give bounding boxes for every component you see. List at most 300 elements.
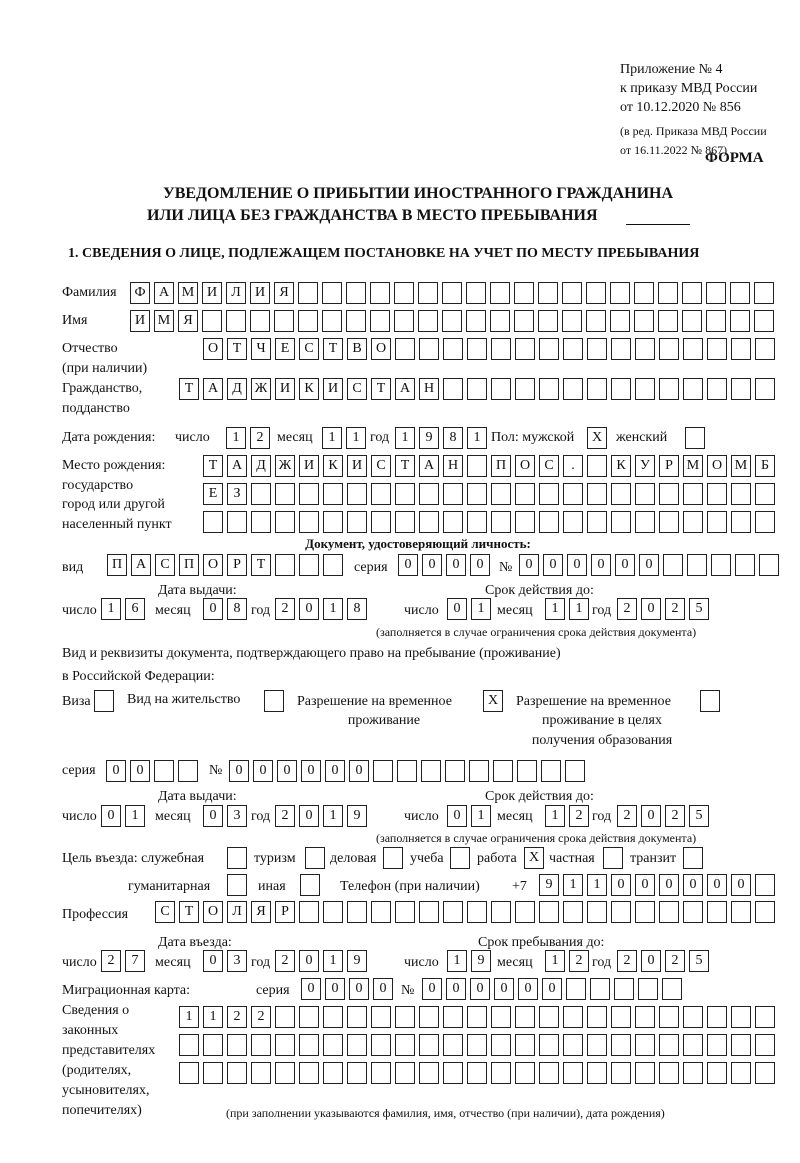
char-cell[interactable] [635,1006,655,1028]
char-cell[interactable] [659,1006,679,1028]
char-cell[interactable] [394,310,414,332]
visa-checkbox[interactable] [94,690,114,712]
char-cell[interactable]: 1 [226,427,246,449]
char-cell[interactable] [755,901,775,923]
char-cell[interactable]: Т [323,338,343,360]
char-cell[interactable] [443,1034,463,1056]
char-cell[interactable] [395,1034,415,1056]
char-cell[interactable] [562,282,582,304]
char-cell[interactable] [346,310,366,332]
char-cell[interactable] [539,511,559,533]
char-cell[interactable] [467,378,487,400]
char-cell[interactable] [469,760,489,782]
char-cell[interactable] [299,554,319,576]
char-cell[interactable]: 2 [101,950,121,972]
char-cell[interactable]: . [563,455,583,477]
char-cell[interactable] [755,1062,775,1084]
char-cell[interactable] [707,483,727,505]
char-cell[interactable] [443,378,463,400]
char-cell[interactable]: 1 [569,598,589,620]
char-cell[interactable] [370,310,390,332]
char-cell[interactable]: 8 [347,598,367,620]
char-cell[interactable] [443,901,463,923]
char-cell[interactable] [755,511,775,533]
char-cell[interactable]: 0 [591,554,611,576]
char-cell[interactable] [178,760,198,782]
char-cell[interactable] [347,1034,367,1056]
char-cell[interactable]: 2 [617,950,637,972]
char-cell[interactable]: 0 [447,598,467,620]
char-cell[interactable] [442,282,462,304]
char-cell[interactable] [491,483,511,505]
char-cell[interactable] [517,760,537,782]
char-cell[interactable]: О [203,338,223,360]
char-cell[interactable]: 0 [203,805,223,827]
char-cell[interactable] [659,1034,679,1056]
char-cell[interactable] [226,310,246,332]
char-cell[interactable] [227,511,247,533]
purpose-official-checkbox[interactable] [227,847,247,869]
char-cell[interactable]: И [202,282,222,304]
char-cell[interactable] [227,1062,247,1084]
char-cell[interactable]: 1 [125,805,145,827]
char-cell[interactable]: Д [227,378,247,400]
char-cell[interactable]: 9 [539,874,559,896]
char-cell[interactable]: О [203,901,223,923]
char-cell[interactable]: 2 [275,950,295,972]
char-cell[interactable] [683,1006,703,1028]
char-cell[interactable] [730,282,750,304]
char-cell[interactable]: 0 [301,978,321,1000]
char-cell[interactable]: С [371,455,391,477]
char-cell[interactable] [373,760,393,782]
char-cell[interactable] [371,511,391,533]
char-cell[interactable]: М [178,282,198,304]
purpose-business-checkbox[interactable] [383,847,403,869]
char-cell[interactable] [634,282,654,304]
char-cell[interactable]: 0 [299,805,319,827]
char-cell[interactable]: О [371,338,391,360]
char-cell[interactable]: Н [443,455,463,477]
char-cell[interactable] [611,1062,631,1084]
char-cell[interactable]: 0 [731,874,751,896]
char-cell[interactable]: 0 [299,598,319,620]
char-cell[interactable]: 0 [277,760,297,782]
char-cell[interactable]: 2 [665,950,685,972]
char-cell[interactable]: 0 [301,760,321,782]
char-cell[interactable] [539,338,559,360]
char-cell[interactable]: 2 [275,598,295,620]
char-cell[interactable] [322,310,342,332]
residence-checkbox[interactable] [264,690,284,712]
char-cell[interactable]: 9 [347,950,367,972]
char-cell[interactable]: М [683,455,703,477]
char-cell[interactable] [467,338,487,360]
char-cell[interactable] [611,1006,631,1028]
char-cell[interactable] [323,1006,343,1028]
char-cell[interactable] [371,1006,391,1028]
char-cell[interactable]: 1 [179,1006,199,1028]
char-cell[interactable] [707,901,727,923]
char-cell[interactable] [299,1034,319,1056]
char-cell[interactable]: 1 [395,427,415,449]
char-cell[interactable]: З [227,483,247,505]
char-cell[interactable]: 2 [665,598,685,620]
char-cell[interactable]: К [299,378,319,400]
char-cell[interactable] [421,760,441,782]
purpose-private-checkbox[interactable] [603,847,623,869]
char-cell[interactable] [683,483,703,505]
char-cell[interactable]: А [227,455,247,477]
char-cell[interactable]: Ф [130,282,150,304]
char-cell[interactable]: Т [395,455,415,477]
char-cell[interactable] [635,378,655,400]
char-cell[interactable] [538,310,558,332]
char-cell[interactable] [491,511,511,533]
char-cell[interactable] [683,378,703,400]
char-cell[interactable] [683,901,703,923]
char-cell[interactable] [443,1006,463,1028]
char-cell[interactable] [635,511,655,533]
char-cell[interactable]: Л [227,901,247,923]
char-cell[interactable] [419,511,439,533]
char-cell[interactable]: К [611,455,631,477]
char-cell[interactable] [683,1062,703,1084]
char-cell[interactable] [371,1062,391,1084]
char-cell[interactable]: А [419,455,439,477]
char-cell[interactable] [755,338,775,360]
char-cell[interactable] [731,378,751,400]
char-cell[interactable]: 0 [373,978,393,1000]
char-cell[interactable] [735,554,755,576]
purpose-other-checkbox[interactable] [300,874,320,896]
char-cell[interactable] [515,1062,535,1084]
char-cell[interactable]: 3 [227,950,247,972]
char-cell[interactable] [466,310,486,332]
char-cell[interactable] [586,282,606,304]
char-cell[interactable] [610,310,630,332]
char-cell[interactable] [323,554,343,576]
char-cell[interactable] [587,455,607,477]
char-cell[interactable] [563,1034,583,1056]
char-cell[interactable]: 0 [707,874,727,896]
char-cell[interactable]: 0 [615,554,635,576]
char-cell[interactable]: К [323,455,343,477]
char-cell[interactable]: 1 [203,1006,223,1028]
char-cell[interactable] [707,1062,727,1084]
char-cell[interactable] [491,1006,511,1028]
char-cell[interactable] [250,310,270,332]
char-cell[interactable] [610,282,630,304]
char-cell[interactable]: 1 [346,427,366,449]
char-cell[interactable] [706,282,726,304]
char-cell[interactable] [611,483,631,505]
char-cell[interactable]: 0 [106,760,126,782]
char-cell[interactable]: 0 [446,978,466,1000]
char-cell[interactable] [394,282,414,304]
char-cell[interactable] [683,1034,703,1056]
char-cell[interactable] [587,901,607,923]
char-cell[interactable]: У [635,455,655,477]
char-cell[interactable]: 0 [641,805,661,827]
char-cell[interactable]: 0 [635,874,655,896]
char-cell[interactable] [635,901,655,923]
char-cell[interactable] [755,483,775,505]
char-cell[interactable]: 1 [323,598,343,620]
char-cell[interactable] [419,338,439,360]
char-cell[interactable] [563,483,583,505]
char-cell[interactable]: И [275,378,295,400]
char-cell[interactable] [418,282,438,304]
char-cell[interactable]: 0 [494,978,514,1000]
char-cell[interactable] [490,310,510,332]
char-cell[interactable] [179,1062,199,1084]
char-cell[interactable]: И [347,455,367,477]
char-cell[interactable]: 0 [398,554,418,576]
char-cell[interactable] [754,310,774,332]
char-cell[interactable]: 0 [567,554,587,576]
char-cell[interactable]: 0 [253,760,273,782]
char-cell[interactable]: 1 [323,950,343,972]
char-cell[interactable] [419,483,439,505]
char-cell[interactable] [587,338,607,360]
char-cell[interactable]: 0 [203,598,223,620]
char-cell[interactable] [754,282,774,304]
char-cell[interactable] [586,310,606,332]
char-cell[interactable]: 8 [443,427,463,449]
char-cell[interactable] [419,1006,439,1028]
char-cell[interactable] [493,760,513,782]
char-cell[interactable] [587,1062,607,1084]
char-cell[interactable] [202,310,222,332]
char-cell[interactable]: А [203,378,223,400]
char-cell[interactable] [491,338,511,360]
char-cell[interactable] [251,1034,271,1056]
char-cell[interactable] [370,282,390,304]
char-cell[interactable]: И [130,310,150,332]
char-cell[interactable] [662,978,682,1000]
purpose-humanitarian-checkbox[interactable] [227,874,247,896]
char-cell[interactable]: О [707,455,727,477]
char-cell[interactable] [731,338,751,360]
char-cell[interactable] [467,483,487,505]
char-cell[interactable] [563,1006,583,1028]
char-cell[interactable]: 0 [349,760,369,782]
char-cell[interactable] [251,511,271,533]
char-cell[interactable] [467,1006,487,1028]
purpose-tourism-checkbox[interactable] [305,847,325,869]
char-cell[interactable] [275,1034,295,1056]
char-cell[interactable] [683,511,703,533]
char-cell[interactable] [515,511,535,533]
char-cell[interactable] [299,511,319,533]
char-cell[interactable]: 1 [471,805,491,827]
char-cell[interactable] [298,310,318,332]
char-cell[interactable]: 1 [447,950,467,972]
char-cell[interactable] [347,483,367,505]
char-cell[interactable] [419,1034,439,1056]
char-cell[interactable] [587,511,607,533]
char-cell[interactable]: 5 [689,598,709,620]
char-cell[interactable]: 2 [569,950,589,972]
place-blank[interactable] [626,208,690,225]
char-cell[interactable] [515,1034,535,1056]
char-cell[interactable] [587,1034,607,1056]
char-cell[interactable]: Т [203,455,223,477]
char-cell[interactable] [659,1062,679,1084]
char-cell[interactable]: А [395,378,415,400]
char-cell[interactable]: Е [275,338,295,360]
char-cell[interactable] [491,1062,511,1084]
char-cell[interactable] [491,901,511,923]
char-cell[interactable]: Т [179,901,199,923]
char-cell[interactable] [323,1062,343,1084]
char-cell[interactable]: И [323,378,343,400]
char-cell[interactable]: 0 [641,598,661,620]
char-cell[interactable]: 0 [641,950,661,972]
char-cell[interactable] [179,1034,199,1056]
char-cell[interactable]: Ж [251,378,271,400]
char-cell[interactable]: 3 [227,805,247,827]
purpose-work-checkbox[interactable]: X [524,847,544,869]
char-cell[interactable]: 7 [125,950,145,972]
char-cell[interactable]: 0 [639,554,659,576]
char-cell[interactable] [562,310,582,332]
char-cell[interactable] [611,1034,631,1056]
char-cell[interactable] [731,1034,751,1056]
char-cell[interactable] [635,338,655,360]
char-cell[interactable]: М [731,455,751,477]
char-cell[interactable] [755,874,775,896]
char-cell[interactable] [711,554,731,576]
char-cell[interactable] [467,1034,487,1056]
char-cell[interactable] [563,338,583,360]
char-cell[interactable]: 9 [419,427,439,449]
char-cell[interactable]: 0 [203,950,223,972]
char-cell[interactable] [154,760,174,782]
char-cell[interactable]: С [539,455,559,477]
char-cell[interactable] [539,1006,559,1028]
char-cell[interactable] [658,310,678,332]
char-cell[interactable] [298,282,318,304]
char-cell[interactable]: 0 [422,978,442,1000]
char-cell[interactable]: 6 [125,598,145,620]
char-cell[interactable]: 5 [689,950,709,972]
char-cell[interactable]: 0 [299,950,319,972]
char-cell[interactable]: 0 [446,554,466,576]
char-cell[interactable] [566,978,586,1000]
char-cell[interactable] [371,1034,391,1056]
char-cell[interactable] [539,378,559,400]
char-cell[interactable] [467,511,487,533]
char-cell[interactable]: С [155,554,175,576]
char-cell[interactable]: 0 [683,874,703,896]
char-cell[interactable]: 1 [545,805,565,827]
char-cell[interactable] [587,1006,607,1028]
char-cell[interactable]: 1 [101,598,121,620]
char-cell[interactable]: 0 [542,978,562,1000]
sex-male-checkbox[interactable]: X [587,427,607,449]
char-cell[interactable]: Я [178,310,198,332]
char-cell[interactable] [614,978,634,1000]
char-cell[interactable] [707,1034,727,1056]
char-cell[interactable] [707,338,727,360]
char-cell[interactable]: 2 [617,598,637,620]
char-cell[interactable]: И [250,282,270,304]
char-cell[interactable] [395,338,415,360]
char-cell[interactable] [395,1062,415,1084]
char-cell[interactable]: 0 [659,874,679,896]
char-cell[interactable]: О [515,455,535,477]
char-cell[interactable] [299,901,319,923]
char-cell[interactable] [395,1006,415,1028]
char-cell[interactable] [731,483,751,505]
char-cell[interactable] [659,483,679,505]
char-cell[interactable] [611,378,631,400]
char-cell[interactable] [539,1034,559,1056]
char-cell[interactable] [323,483,343,505]
char-cell[interactable]: П [179,554,199,576]
char-cell[interactable] [563,1062,583,1084]
char-cell[interactable] [299,483,319,505]
char-cell[interactable]: 0 [611,874,631,896]
char-cell[interactable] [514,310,534,332]
char-cell[interactable] [539,483,559,505]
char-cell[interactable]: 0 [229,760,249,782]
char-cell[interactable]: 0 [325,978,345,1000]
char-cell[interactable] [659,511,679,533]
char-cell[interactable] [418,310,438,332]
char-cell[interactable] [515,1006,535,1028]
char-cell[interactable]: 0 [101,805,121,827]
char-cell[interactable]: 0 [470,554,490,576]
sex-female-checkbox[interactable] [685,427,705,449]
char-cell[interactable] [731,1006,751,1028]
char-cell[interactable] [419,1062,439,1084]
char-cell[interactable] [443,511,463,533]
char-cell[interactable] [442,310,462,332]
char-cell[interactable]: Т [179,378,199,400]
char-cell[interactable] [611,901,631,923]
char-cell[interactable] [203,511,223,533]
char-cell[interactable] [539,1062,559,1084]
trpe-checkbox[interactable] [700,690,720,712]
char-cell[interactable] [467,455,487,477]
char-cell[interactable] [659,901,679,923]
char-cell[interactable] [467,901,487,923]
char-cell[interactable] [397,760,417,782]
char-cell[interactable] [275,1006,295,1028]
char-cell[interactable]: Р [659,455,679,477]
char-cell[interactable] [541,760,561,782]
char-cell[interactable] [755,378,775,400]
purpose-transit-checkbox[interactable] [683,847,703,869]
char-cell[interactable] [730,310,750,332]
char-cell[interactable] [395,901,415,923]
char-cell[interactable]: 9 [471,950,491,972]
char-cell[interactable]: 0 [470,978,490,1000]
char-cell[interactable] [658,282,678,304]
char-cell[interactable] [419,901,439,923]
char-cell[interactable] [515,378,535,400]
char-cell[interactable]: 0 [518,978,538,1000]
char-cell[interactable] [322,282,342,304]
char-cell[interactable]: 1 [545,598,565,620]
char-cell[interactable]: С [299,338,319,360]
char-cell[interactable]: 0 [325,760,345,782]
char-cell[interactable] [347,901,367,923]
char-cell[interactable] [514,282,534,304]
